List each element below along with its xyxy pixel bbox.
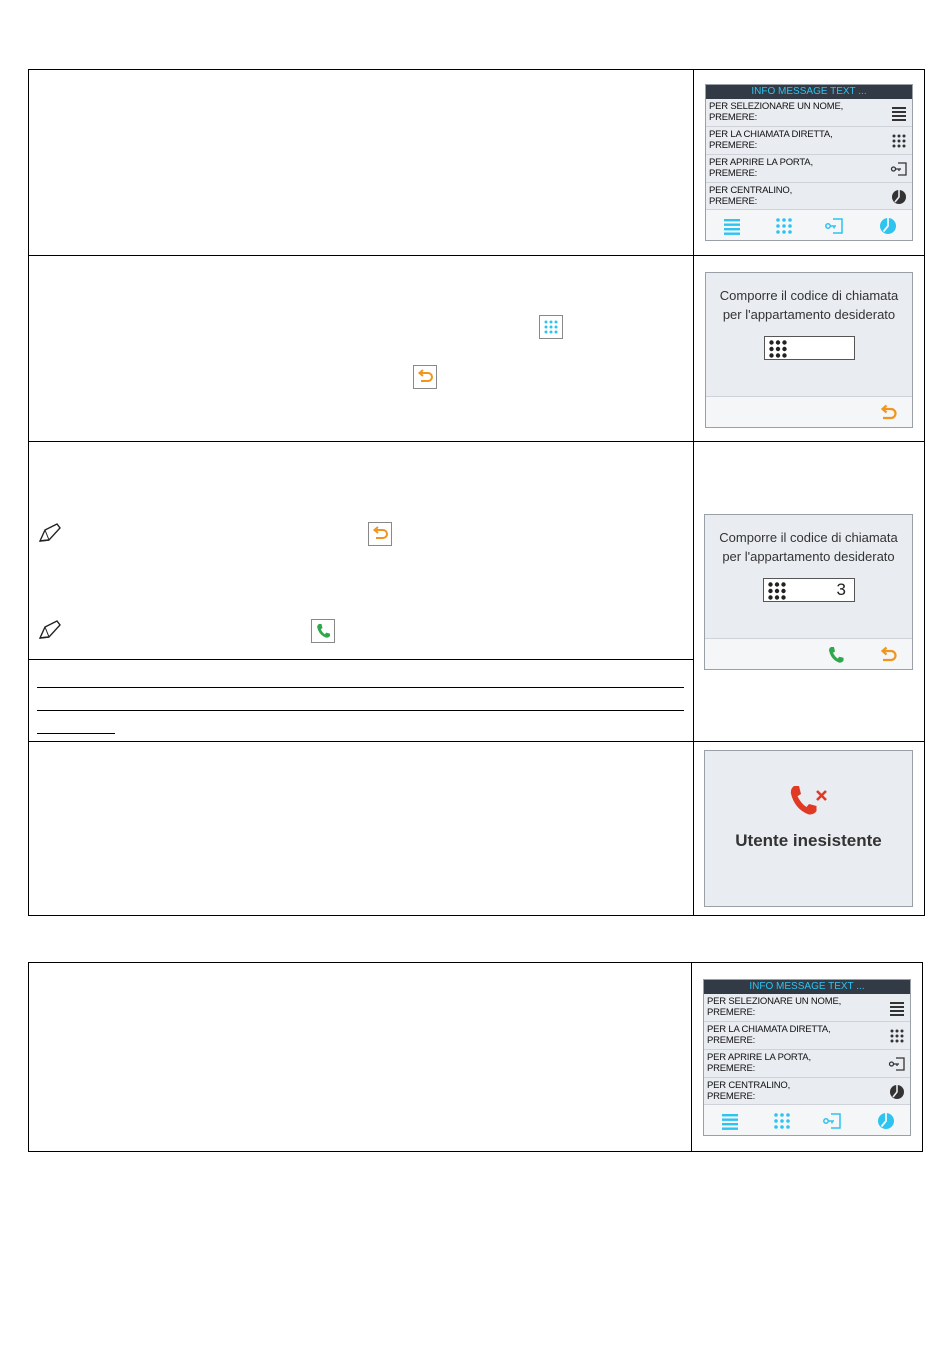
phone-error-icon <box>788 783 834 821</box>
dial-prompt-line1: Comporre il codice di chiamata <box>719 288 899 303</box>
dial-bottom-bar <box>706 396 912 427</box>
table2-right-border <box>922 962 923 1152</box>
door-key-icon <box>890 160 908 178</box>
list-item[interactable] <box>706 99 912 127</box>
inline-keypad-button <box>539 315 563 339</box>
row-text-line1: PER SELEZIONARE UN NOME, <box>709 101 844 112</box>
row-text-line1: PER CENTRALINO, <box>707 1080 791 1091</box>
list-item[interactable] <box>704 1022 910 1050</box>
back-arrow-icon <box>369 523 391 545</box>
concierge-icon[interactable] <box>878 216 898 236</box>
list-icon <box>888 999 906 1017</box>
dial-prompt-line1: Comporre il codice di chiamata <box>719 530 898 545</box>
keypad-icon <box>768 339 788 359</box>
list-item[interactable] <box>704 1050 910 1078</box>
note-underline-2 <box>37 710 684 711</box>
list-item[interactable] <box>706 183 912 210</box>
row-text-line1: PER SELEZIONARE UN NOME, <box>707 996 842 1007</box>
dial-code-screen <box>705 272 913 428</box>
table1-top-border <box>28 69 925 70</box>
concierge-icon[interactable] <box>876 1111 896 1131</box>
concierge-icon <box>890 188 908 206</box>
list-icon[interactable] <box>720 1111 740 1131</box>
note-pencil-icon <box>37 522 63 544</box>
code-value: 3 <box>836 580 846 599</box>
keypad-icon <box>890 132 908 150</box>
back-arrow-icon <box>414 366 436 388</box>
info-menu-screen-2 <box>703 979 911 1136</box>
row-text-line2: PREMERE: <box>709 168 758 179</box>
table2-column-divider <box>691 962 692 1152</box>
dial-prompt-line2: per l'appartamento desiderato <box>722 307 896 322</box>
row-text-line2: PREMERE: <box>707 1007 756 1018</box>
info-menu-bottom-bar <box>706 209 912 240</box>
code-input[interactable] <box>763 578 855 602</box>
row-text-line2: PREMERE: <box>707 1063 756 1074</box>
dial-code-filled-screen <box>704 514 913 670</box>
inline-back-button <box>413 365 437 389</box>
row-text-line2: PREMERE: <box>709 112 758 123</box>
inline-call-button-note <box>311 619 335 643</box>
row-text-line2: PREMERE: <box>707 1035 756 1046</box>
row-text-line1: PER LA CHIAMATA DIRETTA, <box>709 129 833 140</box>
list-icon[interactable] <box>722 216 742 236</box>
table1-right-border <box>924 69 925 916</box>
error-screen <box>704 750 913 907</box>
list-item[interactable] <box>706 155 912 183</box>
keypad-icon[interactable] <box>772 1111 792 1131</box>
table1-bottom-border <box>28 915 925 916</box>
back-arrow-icon[interactable] <box>878 645 898 665</box>
row-text-line1: PER CENTRALINO, <box>709 185 793 196</box>
back-arrow-icon[interactable] <box>878 403 898 423</box>
row-text-line2: PREMERE: <box>709 140 758 151</box>
door-key-icon <box>888 1055 906 1073</box>
error-message: Utente inesistente <box>735 831 882 850</box>
table1-column-divider <box>693 69 694 916</box>
table1-left-border <box>28 69 29 916</box>
info-menu-title: INFO MESSAGE TEXT ... <box>706 85 912 99</box>
table2-top-border <box>28 962 923 963</box>
phone-icon[interactable] <box>826 645 846 665</box>
table1-row3-divider <box>28 741 925 742</box>
note-underline-1 <box>37 687 684 688</box>
dial-bottom-bar <box>705 638 912 669</box>
info-menu-screen <box>705 84 913 241</box>
info-menu-title: INFO MESSAGE TEXT ... <box>704 980 910 994</box>
dial-prompt-line2: per l'appartamento desiderato <box>722 549 895 564</box>
table2-left-border <box>28 962 29 1152</box>
code-input[interactable] <box>764 336 855 360</box>
concierge-icon <box>888 1083 906 1101</box>
row-text-line1: PER LA CHIAMATA DIRETTA, <box>707 1024 831 1035</box>
row-text-line2: PREMERE: <box>707 1091 756 1102</box>
inline-back-button-note <box>368 522 392 546</box>
keypad-icon <box>767 581 787 601</box>
table1-row1-divider <box>28 255 925 256</box>
list-item[interactable] <box>704 1078 910 1105</box>
door-key-icon[interactable] <box>822 1111 842 1131</box>
info-menu-bottom-bar <box>704 1104 910 1135</box>
list-item[interactable] <box>706 127 912 155</box>
row-text-line1: PER APRIRE LA PORTA, <box>709 157 813 168</box>
note-underline-3 <box>37 733 115 734</box>
keypad-icon[interactable] <box>774 216 794 236</box>
table2-bottom-border <box>28 1151 923 1152</box>
row-text-line2: PREMERE: <box>709 196 758 207</box>
table1-row2-divider <box>28 441 925 442</box>
keypad-icon <box>888 1027 906 1045</box>
door-key-icon[interactable] <box>824 216 844 236</box>
list-item[interactable] <box>704 994 910 1022</box>
list-icon <box>890 104 908 122</box>
row-text-line1: PER APRIRE LA PORTA, <box>707 1052 811 1063</box>
phone-icon <box>312 620 334 642</box>
table1-row3-inner-divider <box>28 659 694 660</box>
note-pencil-icon <box>37 619 63 641</box>
keypad-icon <box>540 316 562 338</box>
